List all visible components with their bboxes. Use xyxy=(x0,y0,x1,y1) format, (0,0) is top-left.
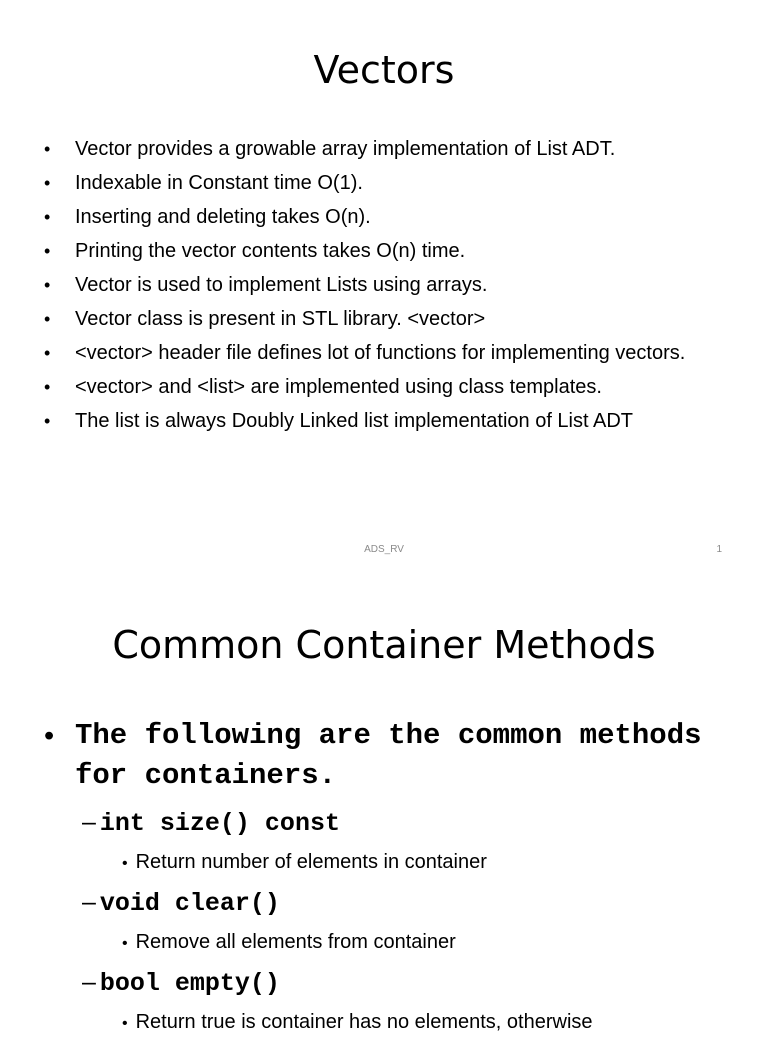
slide-title: Vectors xyxy=(313,48,455,92)
bullet-icon: • xyxy=(122,855,128,872)
bullet-item xyxy=(44,306,734,333)
bullet-icon: • xyxy=(44,275,51,295)
bullet-text: <vector> header file defines lot of functions for implementing vectors. xyxy=(75,342,686,364)
method-description-text: Remove all elements from container xyxy=(135,931,456,953)
slide-footer: ADS_RV xyxy=(364,544,404,555)
bullet-text: The list is always Doubly Linked list implementation of List ADT xyxy=(75,410,634,432)
bullet-icon: • xyxy=(44,720,55,752)
slide-title: Common Container Methods xyxy=(112,623,656,667)
bullet-icon: • xyxy=(44,377,51,397)
method-signature-text: int size() const xyxy=(99,809,340,838)
dash-icon: – xyxy=(82,968,96,996)
method-description-text: Return true is container has no elements, otherwise xyxy=(135,1011,593,1033)
bullet-text: Printing the vector contents takes O(n) time. xyxy=(75,240,466,262)
method-signature xyxy=(82,882,742,922)
method-signature xyxy=(82,802,742,842)
intro-text: The following are the common methods for containers. xyxy=(75,719,702,792)
slide-container-methods xyxy=(0,576,768,1033)
page-number: 1 xyxy=(716,544,722,555)
dash-icon: – xyxy=(82,888,96,916)
bullet-icon: • xyxy=(44,343,51,363)
bullet-item xyxy=(44,238,734,265)
method-description xyxy=(82,1002,742,1042)
method-list xyxy=(82,802,742,1042)
bullet-item xyxy=(44,408,734,435)
bullet-item xyxy=(44,170,734,197)
method-item xyxy=(82,882,742,962)
method-signature xyxy=(82,962,742,1002)
bullet-icon: • xyxy=(44,241,51,261)
method-description xyxy=(82,842,742,882)
bullet-icon: • xyxy=(44,139,51,159)
bullet-text: <vector> and <list> are implemented using class templates. xyxy=(75,376,602,398)
method-signature-text: void clear() xyxy=(99,889,280,918)
bullet-item xyxy=(44,272,734,299)
bullet-icon: • xyxy=(122,1015,128,1032)
method-item xyxy=(82,962,742,1042)
method-item xyxy=(82,802,742,882)
bullet-item xyxy=(44,204,734,231)
bullet-item xyxy=(44,374,734,401)
method-signature-text: bool empty() xyxy=(99,969,280,998)
bullet-text: Inserting and deleting takes O(n). xyxy=(75,206,371,228)
bullet-icon: • xyxy=(44,309,51,329)
bullet-icon: • xyxy=(44,173,51,193)
bullet-item xyxy=(44,340,734,367)
method-description xyxy=(82,922,742,962)
intro-bullet xyxy=(44,716,744,796)
method-description-text: Return number of elements in container xyxy=(135,851,487,873)
bullet-icon: • xyxy=(44,411,51,431)
bullet-icon: • xyxy=(44,207,51,227)
dash-icon: – xyxy=(82,808,96,836)
bullet-text: Vector class is present in STL library. <vector> xyxy=(75,308,486,330)
bullet-text: Vector provides a growable array implementation of List ADT. xyxy=(75,138,616,160)
bullet-list xyxy=(44,136,734,442)
bullet-text: Indexable in Constant time O(1). xyxy=(75,172,363,194)
bullet-item xyxy=(44,136,734,163)
bullet-text: Vector is used to implement Lists using arrays. xyxy=(75,274,488,296)
bullet-icon: • xyxy=(122,935,128,952)
